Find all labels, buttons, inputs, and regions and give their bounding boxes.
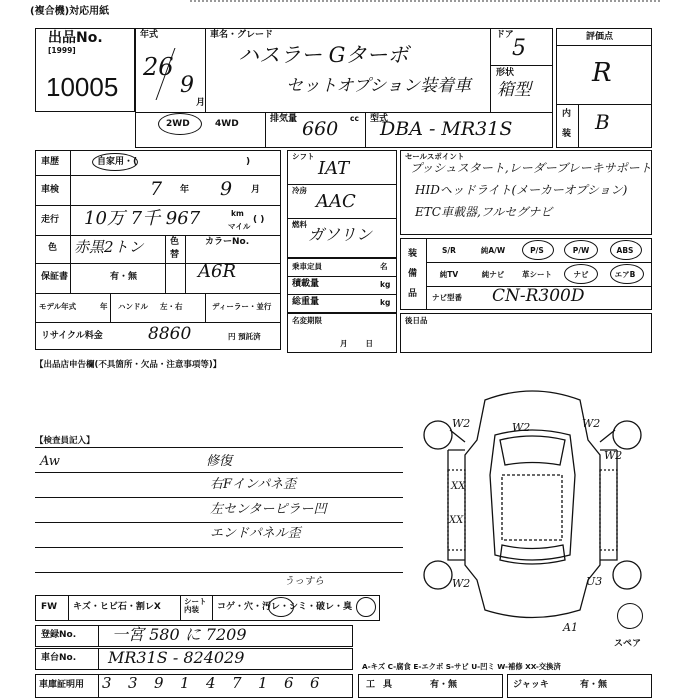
equip-power-steering: P/S xyxy=(530,246,544,255)
color-change-label-1: 色 xyxy=(170,237,180,247)
equipment-label-1: 装 xyxy=(408,249,418,259)
history-label: 車歴 xyxy=(41,157,60,167)
recycle-unit: 円 預託済 xyxy=(228,332,261,341)
displacement-label: 排気量 xyxy=(270,114,298,124)
handle-value: 左・右 xyxy=(160,302,183,311)
inspector-note-3: 右Fインパネ歪 xyxy=(210,477,297,492)
equip-pw-circle xyxy=(564,240,598,260)
km-unit: km xyxy=(231,209,244,218)
interior-label-2: 装 xyxy=(562,129,572,139)
cert-digit: 6 xyxy=(284,674,294,692)
seat-note: うっすら xyxy=(284,576,324,587)
seat-stain-circle xyxy=(268,597,294,617)
ac-value: AAC xyxy=(316,191,356,212)
nav-model-label: ナビ型番 xyxy=(432,293,462,302)
sales-point-3: ETC車載器,フルセグナビ xyxy=(415,205,553,219)
name-grade-label: 車名・グレード xyxy=(210,30,274,40)
drive-2wd-circle xyxy=(158,113,202,135)
mile-unit: マイル xyxy=(228,222,251,231)
tools-label: 工具 xyxy=(366,680,401,690)
warranty-value: 有・無 xyxy=(110,272,138,282)
year-label: 年式 xyxy=(140,30,159,40)
fw-value: キズ・ヒビ石・割レX xyxy=(73,602,161,612)
car-damage-diagram xyxy=(410,380,655,625)
equip-abs: ABS xyxy=(616,246,634,255)
chassis-value: MR31S - 824029 xyxy=(108,648,245,667)
registration-label: 登録No. xyxy=(41,630,77,640)
inspector-title: 【検査員記入】 xyxy=(35,436,95,446)
after-items-box xyxy=(400,313,652,353)
equip-nav-circle xyxy=(564,264,598,284)
recycle-label: リサイクル料金 xyxy=(41,331,103,341)
gross-label: 総重量 xyxy=(292,297,320,307)
equip-genuine-nav: 純ナビ xyxy=(481,270,505,279)
form-header-text: (複合機)対応用紙 xyxy=(30,6,110,17)
mileage-label: 走行 xyxy=(41,215,60,225)
car-name: ハスラー Gターボ xyxy=(238,43,409,67)
fuel-label: 燃料 xyxy=(292,220,307,229)
inspector-note-5: エンドパネル歪 xyxy=(210,526,301,541)
diagram-mark-a1: A1 xyxy=(563,621,578,634)
ac-label: 冷房 xyxy=(292,186,307,195)
fuel-value: ガソリン xyxy=(308,225,373,244)
equip-leather-seat: 革シート xyxy=(522,270,552,279)
jack-label: ジャッキ xyxy=(513,680,549,690)
model-value: DBA - MR31S xyxy=(380,118,513,140)
diagram-mark-xx-2: XX xyxy=(449,515,464,526)
door-label: ドア xyxy=(496,30,514,40)
drive-4wd: 4WD xyxy=(215,119,239,129)
diagram-mark-w2-bl: W2 xyxy=(452,577,471,590)
color-value: 赤黒2トン xyxy=(74,238,144,256)
chassis-label: 車台No. xyxy=(41,653,77,663)
lot-number-small: [1999] xyxy=(48,46,76,55)
diagram-mark-xx-1: XX xyxy=(451,481,466,492)
inspector-note-4: 左センターピラー凹 xyxy=(210,502,327,517)
recycle-amount: 8860 xyxy=(148,324,192,344)
rating-score: R xyxy=(592,58,612,88)
capacity-label: 乗車定員 xyxy=(292,262,322,271)
cc-unit: cc xyxy=(350,114,359,123)
color-no-value: A6R xyxy=(198,261,237,282)
inspector-note-2: 修復 xyxy=(206,454,233,469)
inspector-note-1: Aw xyxy=(40,454,60,469)
history-circle xyxy=(92,153,138,171)
seat-label: シート内装 xyxy=(184,597,207,615)
tools-value: 有・無 xyxy=(430,680,458,690)
lot-number-label: 出品No. xyxy=(48,30,103,46)
inspection-year-unit: 年 xyxy=(180,185,190,195)
equip-airbag: エアB xyxy=(614,270,636,279)
dealer-label: ディーラー・並行 xyxy=(212,302,272,311)
equip-airbag-circle xyxy=(610,264,644,284)
sales-point-2: HIDヘッドライト(メーカーオプション) xyxy=(415,183,628,197)
history-value: 自家用・( xyxy=(97,157,138,167)
fw-label: FW xyxy=(41,602,58,612)
shift-label: シフト xyxy=(292,152,315,161)
header-faded-text xyxy=(190,0,660,7)
equip-tv: 純TV xyxy=(439,270,459,279)
mileage-paren: ( ) xyxy=(253,215,265,225)
remarks-title: 【出品店申告欄(不具箇所・欠品・注意事項等)】 xyxy=(35,360,222,370)
cert-digit: 1 xyxy=(258,674,268,692)
damage-legend: A-キズ C-腐食 E-エクボ S-サビ U-凹ミ W-補修 XX-交換済 xyxy=(362,662,561,671)
cert-digit: 3 xyxy=(128,674,138,692)
month-value: 9 xyxy=(180,73,194,98)
shape-value: 箱型 xyxy=(497,80,531,100)
diagram-mark-w2-tr: W2 xyxy=(582,417,601,430)
drive-2wd: 2WD xyxy=(166,119,190,129)
equipment-label-3: 品 xyxy=(408,289,418,299)
cert-digit: 6 xyxy=(310,674,320,692)
spare-label: スペア xyxy=(614,639,642,649)
garage-cert-values xyxy=(102,676,352,696)
handle-label: ハンドル xyxy=(118,302,148,311)
diagram-mark-w2-tl: W2 xyxy=(452,417,471,430)
equipment-label-2: 備 xyxy=(408,269,418,279)
gross-unit: kg xyxy=(380,298,391,307)
equip-abs-circle xyxy=(610,240,642,260)
cert-digit: 9 xyxy=(154,674,164,692)
name-change-unit: 月日 xyxy=(340,339,391,348)
equip-power-windows: P/W xyxy=(572,246,590,255)
garage-cert-label: 車庫証明用 xyxy=(39,680,85,690)
door-count: 5 xyxy=(512,36,526,61)
capacity-unit: 名 xyxy=(380,262,388,271)
shape-label: 形状 xyxy=(496,68,515,78)
color-no-label: カラーNo. xyxy=(205,237,250,247)
sales-point-1: プッシュスタート,レーダーブレーキサポート xyxy=(410,161,652,175)
cert-digit: 7 xyxy=(232,674,242,692)
rating-label: 評価点 xyxy=(586,32,614,42)
color-change-label-2: 替 xyxy=(170,250,180,260)
model-year-label: モデル年式 xyxy=(39,302,77,311)
nav-model-value: CN-R300D xyxy=(492,286,585,306)
equip-sr: S/R xyxy=(442,246,456,255)
name-change-label: 名変期限 xyxy=(292,316,322,325)
load-label: 積載量 xyxy=(292,279,320,289)
month-unit: 月 xyxy=(196,98,206,108)
equip-ps-circle xyxy=(522,240,554,260)
registration-value: 一宮 580 に 7209 xyxy=(112,625,247,644)
diagram-mark-u3: U3 xyxy=(586,575,603,588)
jack-value: 有・無 xyxy=(580,680,608,690)
displacement-value: 660 xyxy=(302,118,339,140)
after-items-label: 後日品 xyxy=(405,316,428,325)
inspection-month-unit: 月 xyxy=(251,185,261,195)
spare-tire-icon xyxy=(617,603,643,629)
diagram-mark-w2-top: W2 xyxy=(512,421,531,434)
mileage-value: 10万 7千 967 xyxy=(84,208,201,229)
cert-digit: 4 xyxy=(206,674,216,692)
lot-number: 10005 xyxy=(46,72,119,102)
load-unit: kg xyxy=(380,280,391,289)
interior-score: B xyxy=(595,110,610,134)
inspection-label: 車検 xyxy=(41,185,60,195)
color-label: 色 xyxy=(48,243,58,253)
sales-points-label: セールスポイント xyxy=(405,152,465,161)
shift-value: IAT xyxy=(318,158,350,179)
cert-digit: 1 xyxy=(180,674,190,692)
year-value: 26 xyxy=(143,53,174,81)
model-label: 型式 xyxy=(370,114,389,124)
cert-digit: 3 xyxy=(102,674,112,692)
inspection-year: 7 xyxy=(150,178,163,200)
warranty-label: 保証書 xyxy=(41,272,69,282)
model-year-unit: 年 xyxy=(100,302,108,311)
seat-odor-circle xyxy=(356,597,376,617)
seat-value: コゲ・穴・汚レ・シミ・破レ・臭 xyxy=(217,602,353,612)
equip-alloy-wheels: 純A/W xyxy=(480,246,506,255)
history-close: ) xyxy=(246,157,251,167)
equip-nav: ナビ xyxy=(573,270,589,279)
interior-label-1: 内 xyxy=(562,109,572,119)
car-grade: セットオプション装着車 xyxy=(286,76,471,96)
diagram-mark-w2-rear: W2 xyxy=(604,449,623,462)
inspection-month: 9 xyxy=(220,178,233,200)
